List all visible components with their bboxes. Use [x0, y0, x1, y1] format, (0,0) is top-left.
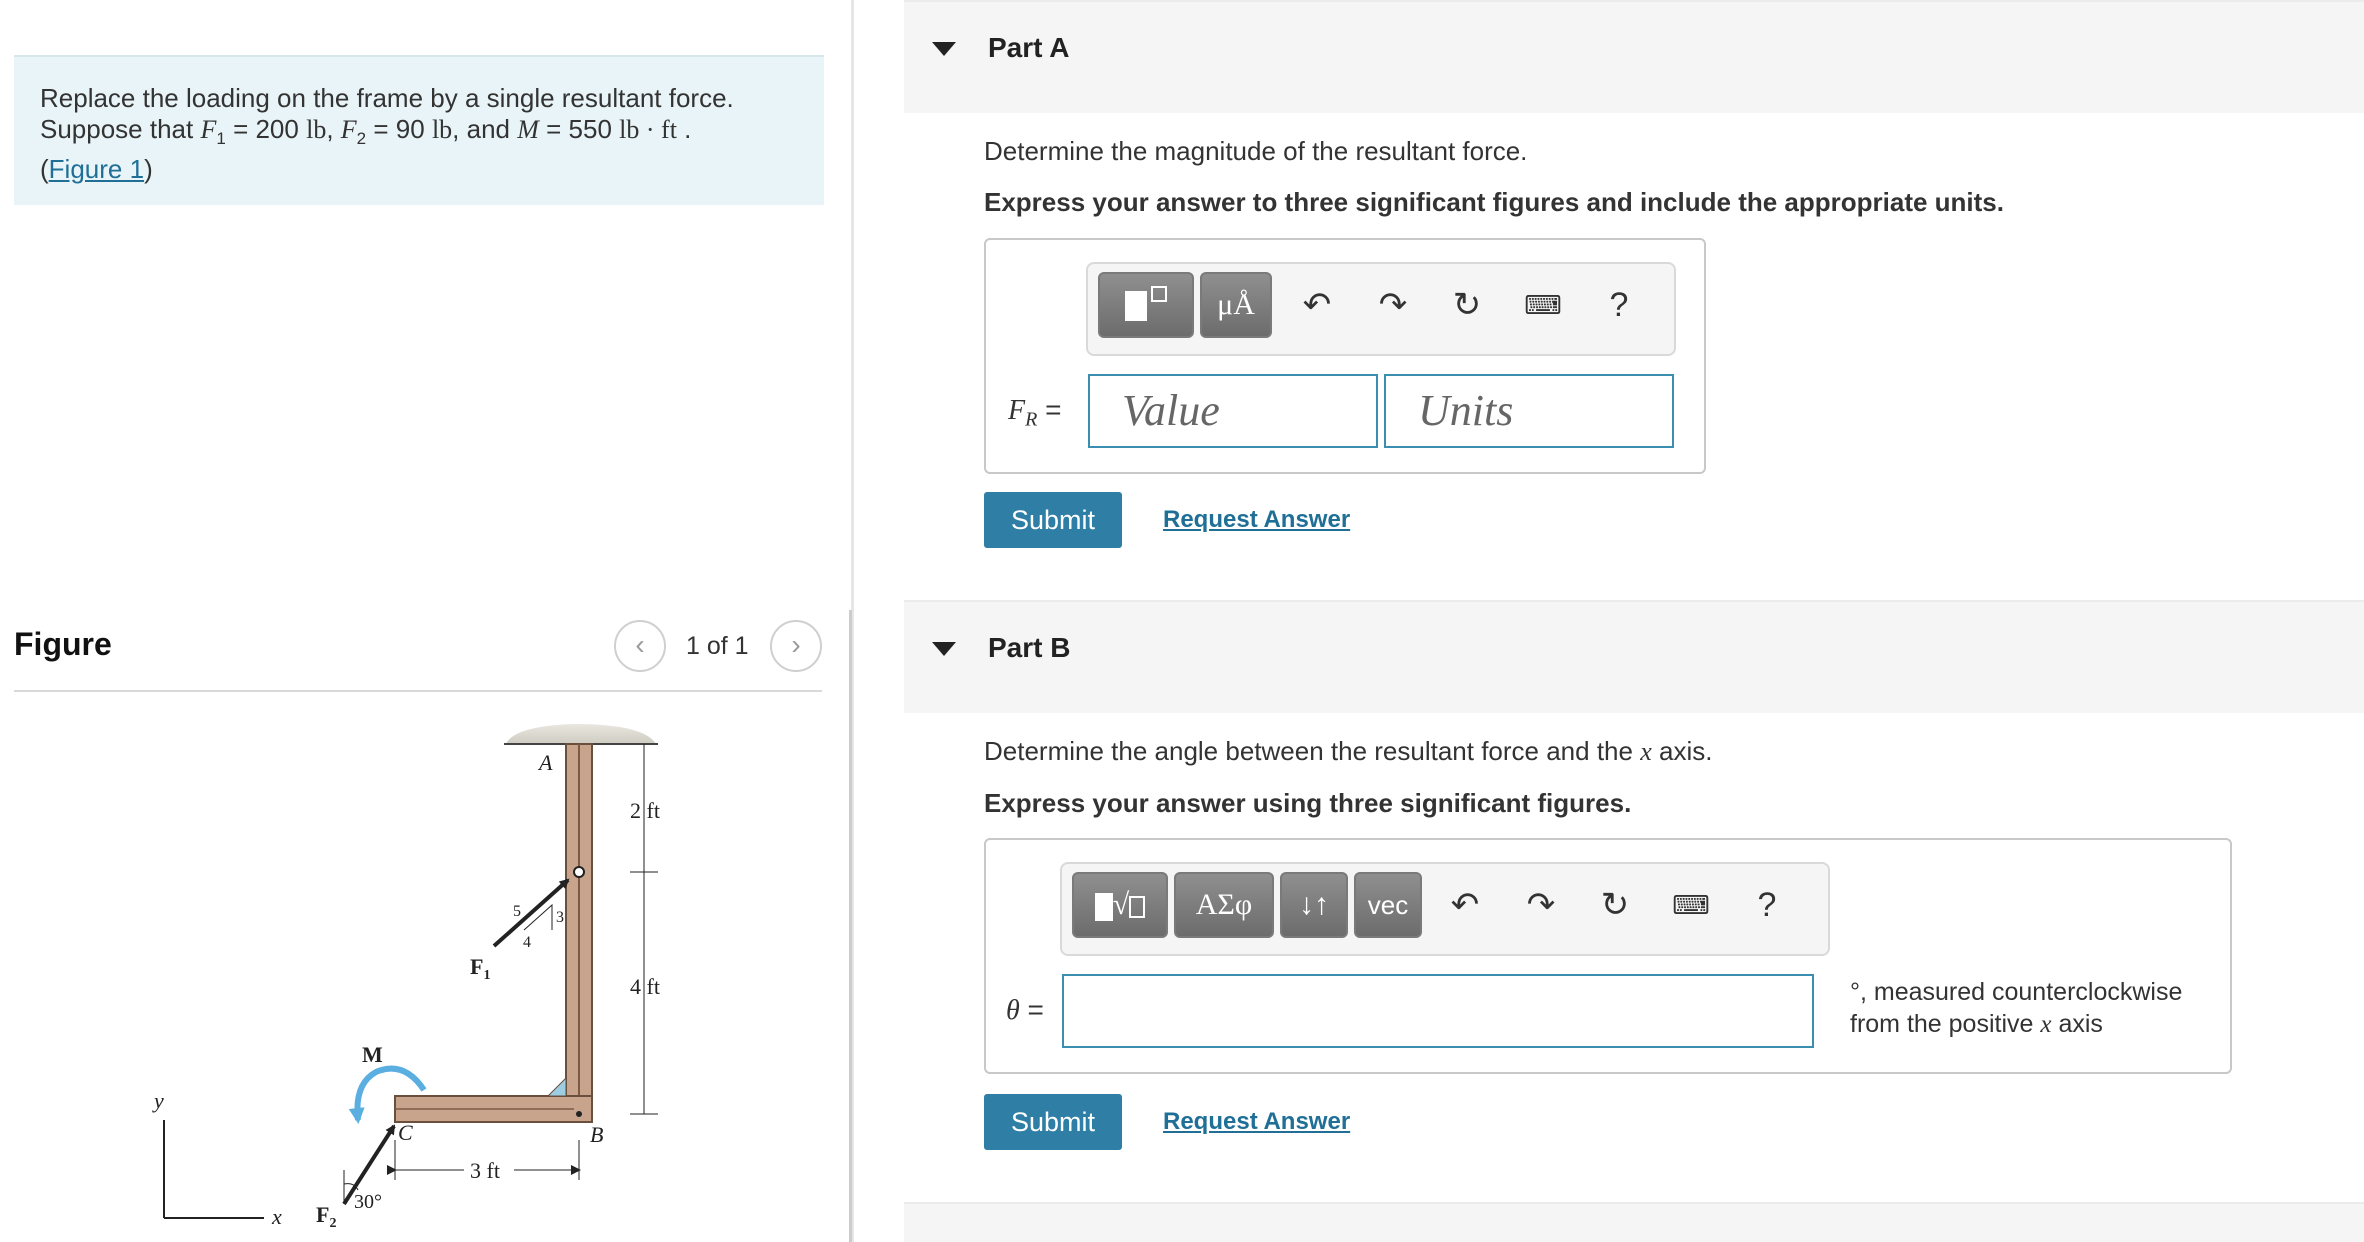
figure-pager-count: 1 of 1 [686, 632, 749, 660]
svg-text:3: 3 [556, 909, 564, 926]
units-button[interactable]: μÅ [1200, 272, 1272, 338]
part-b-input-label: θ = [1006, 994, 1044, 1026]
label-F2: $F_2$ [316, 1202, 337, 1231]
part-b-instruction: Express your answer using three significant figures. [984, 788, 1632, 818]
greek-button[interactable]: ΑΣφ [1174, 872, 1274, 938]
part-b-answer-box [984, 838, 2232, 1074]
left-panel [0, 0, 852, 1242]
redo-icon[interactable]: ↷ [1526, 886, 1556, 924]
part-a-header[interactable] [904, 0, 2364, 113]
part-a-request-answer-link[interactable]: Request Answer [1163, 506, 1351, 533]
part-a-answer-box [984, 238, 1706, 474]
angle-30: 30° [354, 1191, 382, 1213]
chevron-right-icon[interactable]: › [770, 620, 822, 672]
part-b-question: Determine the angle between the resultant force and the x axis. [984, 736, 1713, 766]
part-b-submit-button[interactable]: Submit [984, 1094, 1122, 1150]
chevron-left-icon[interactable]: ‹ [614, 620, 666, 672]
label-B: B [590, 1122, 604, 1147]
value-input[interactable]: Value [1088, 374, 1378, 448]
dim-2ft: 2 ft [630, 798, 660, 823]
templates-sqrt-icon[interactable]: √ [1072, 872, 1168, 938]
frame-figure [14, 700, 824, 1242]
svg-text:5: 5 [513, 903, 521, 920]
angle-unit-note: °, measured counterclockwise from the positive x axis [1850, 978, 2183, 1038]
part-a-toolbar [1086, 262, 1676, 356]
keyboard-icon[interactable]: ⌨ [1524, 290, 1562, 320]
part-a-instruction: Express your answer to three significant figures and include the appropriate units. [984, 187, 2004, 217]
part-b-title: Part B [988, 632, 1071, 663]
label-A: A [539, 750, 553, 775]
dim-4ft: 4 ft [630, 974, 660, 999]
label-M: M [362, 1042, 383, 1067]
part-a-input-label: $F_R$ = [1008, 394, 1062, 431]
help-button[interactable]: ? [1757, 886, 1777, 924]
part-a-question: Determine the magnitude of the resultant force. [984, 136, 1528, 166]
part-a-title: Part A [988, 32, 1070, 63]
part-b-request-answer-link[interactable]: Request Answer [1163, 1108, 1351, 1135]
vec-button[interactable]: vec [1354, 872, 1422, 938]
part-a-submit-button[interactable]: Submit [984, 492, 1122, 548]
units-input[interactable]: Units [1384, 374, 1674, 448]
figure-title: Figure [14, 626, 112, 662]
reset-icon[interactable]: ↻ [1452, 286, 1482, 324]
collapse-triangle-icon[interactable] [932, 42, 956, 56]
collapse-triangle-icon[interactable] [932, 642, 956, 656]
undo-icon[interactable]: ↶ [1302, 286, 1332, 324]
dim-3ft: 3 ft [470, 1158, 500, 1183]
right-panel [854, 0, 2364, 1242]
part-c-header[interactable] [904, 1202, 2364, 1242]
reset-icon[interactable]: ↻ [1600, 886, 1630, 924]
help-button[interactable]: ? [1609, 286, 1629, 324]
angle-input[interactable] [1062, 974, 1814, 1048]
problem-statement: Replace the loading on the frame by a single resultant force. Suppose that $F_1 = 200$ lb, $F_2 = 90$ lb, and M = 550 lb · ft . (Figure 1) [14, 55, 824, 205]
problem-intro: Replace the loading on the frame by a single resultant force. [40, 83, 734, 113]
figure-header [14, 620, 822, 692]
figure-link[interactable]: Figure 1 [48, 154, 145, 185]
axis-y: y [154, 1088, 164, 1113]
redo-icon[interactable]: ↷ [1378, 286, 1408, 324]
arrows-button[interactable]: ↓↑ [1280, 872, 1348, 938]
ceiling-support [506, 724, 656, 744]
part-b-toolbar [1060, 862, 1830, 956]
axis-x: x [272, 1204, 282, 1229]
label-C: C [398, 1120, 413, 1145]
problem-givens: Suppose that $F_1 = 200$ lb, $F_2 = 90$ lb, and M = 550 lb · ft . [40, 114, 692, 149]
templates-icon[interactable] [1098, 272, 1194, 338]
panel-scrollbar[interactable] [849, 610, 852, 1242]
keyboard-icon[interactable]: ⌨ [1672, 890, 1710, 920]
label-F1: $F_1$ [470, 954, 491, 983]
part-b-header[interactable] [904, 600, 2364, 713]
svg-text:4: 4 [523, 934, 531, 951]
undo-icon[interactable]: ↶ [1450, 886, 1480, 924]
